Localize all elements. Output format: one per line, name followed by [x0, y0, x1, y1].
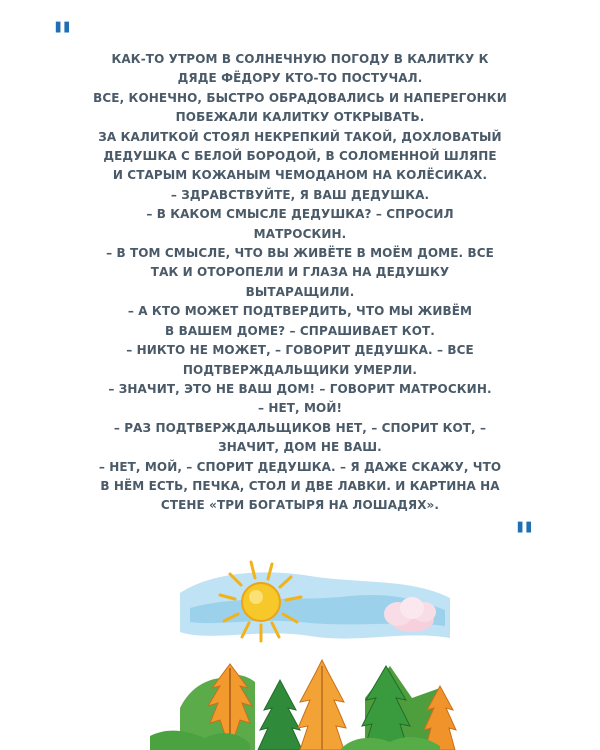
story-line: ЗА КАЛИТКОЙ СТОЯЛ НЕКРЕПКИЙ ТАКОЙ, ДОХЛОВАТЫЙ [98, 129, 502, 144]
story-line: – В ТОМ СМЫСЛЕ, ЧТО ВЫ ЖИВЁТЕ В МОЁМ ДОМЕ. ВСЕ [106, 246, 494, 261]
tree-green-conifer [258, 680, 302, 750]
story-line: ДЕДУШКА С БЕЛОЙ БОРОДОЙ, В СОЛОМЕННОЙ ШЛЯПЕ [103, 149, 497, 164]
story-line: ВЫТАРАЩИЛИ. [245, 284, 355, 299]
story-line: – А КТО МОЖЕТ ПОДТВЕРДИТЬ, ЧТО МЫ ЖИВЁМ [127, 304, 473, 319]
closing-quote-mark: " [514, 515, 533, 561]
story-line: – В КАКОМ СМЫСЛЕ ДЕДУШКА? – СПРОСИЛ [146, 207, 454, 222]
story-line: – ЗНАЧИТ, ЭТО НЕ ВАШ ДОМ! – ГОВОРИТ МАТРОСКИН. [108, 381, 492, 396]
story-line: – НЕТ, МОЙ! [257, 401, 343, 416]
opening-quote-mark: " [52, 15, 71, 61]
story-line: КАК-ТО УТРОМ В СОЛНЕЧНУЮ ПОГОДУ В КАЛИТКУ К [111, 52, 489, 66]
story-line: – НЕТ, МОЙ, – СПОРИТ ДЕДУШКА. – Я ДАЖЕ СКАЖУ, ЧТО [98, 459, 502, 474]
story-line: В ВАШЕМ ДОМЕ? – СПРАШИВАЕТ КОТ. [165, 323, 435, 338]
story-line: МАТРОСКИН. [253, 226, 347, 241]
story-line: ТАК И ОТОРОПЕЛИ И ГЛАЗА НА ДЕДУШКУ [150, 265, 450, 280]
story-line: СТЕНЕ «ТРИ БОГАТЫРЯ НА ЛОШАДЯХ». [160, 498, 440, 513]
story-line: ДЯДЕ ФЁДОРУ КТО-ТО ПОСТУЧАЛ. [177, 71, 423, 86]
story-line: – РАЗ ПОДТВЕРЖДАЛЬЩИКОВ НЕТ, – СПОРИТ КОТ, – [113, 420, 487, 435]
story-line: ПОБЕЖАЛИ КАЛИТКУ ОТКРЫВАТЬ. [175, 110, 425, 125]
sun-forest-illustration [150, 548, 470, 750]
story-line: ЗНАЧИТ, ДОМ НЕ ВАШ. [218, 440, 382, 455]
story-line: – НИКТО НЕ МОЖЕТ, – ГОВОРИТ ДЕДУШКА. – ВСЕ [126, 343, 474, 358]
story-line: ПОДТВЕРЖДАЛЬЩИКИ УМЕРЛИ. [182, 362, 418, 377]
story-line: В НЁМ ЕСТЬ, ПЕЧКА, СТОЛ И ДВЕ ЛАВКИ. И КАРТИНА НА [100, 478, 500, 493]
story-line: – ЗДРАВСТВУЙТЕ, Я ВАШ ДЕДУШКА. [170, 187, 430, 202]
story-line: И СТАРЫМ КОЖАНЫМ ЧЕМОДАНОМ НА КОЛЁСИКАХ. [112, 168, 488, 183]
tree-orange-middle [298, 660, 346, 750]
story-line: ВСЕ, КОНЕЧНО, БЫСТРО ОБРАДОВАЛИСЬ И НАПЕРЕГОНКИ [93, 90, 507, 105]
story-text [50, 50, 550, 516]
